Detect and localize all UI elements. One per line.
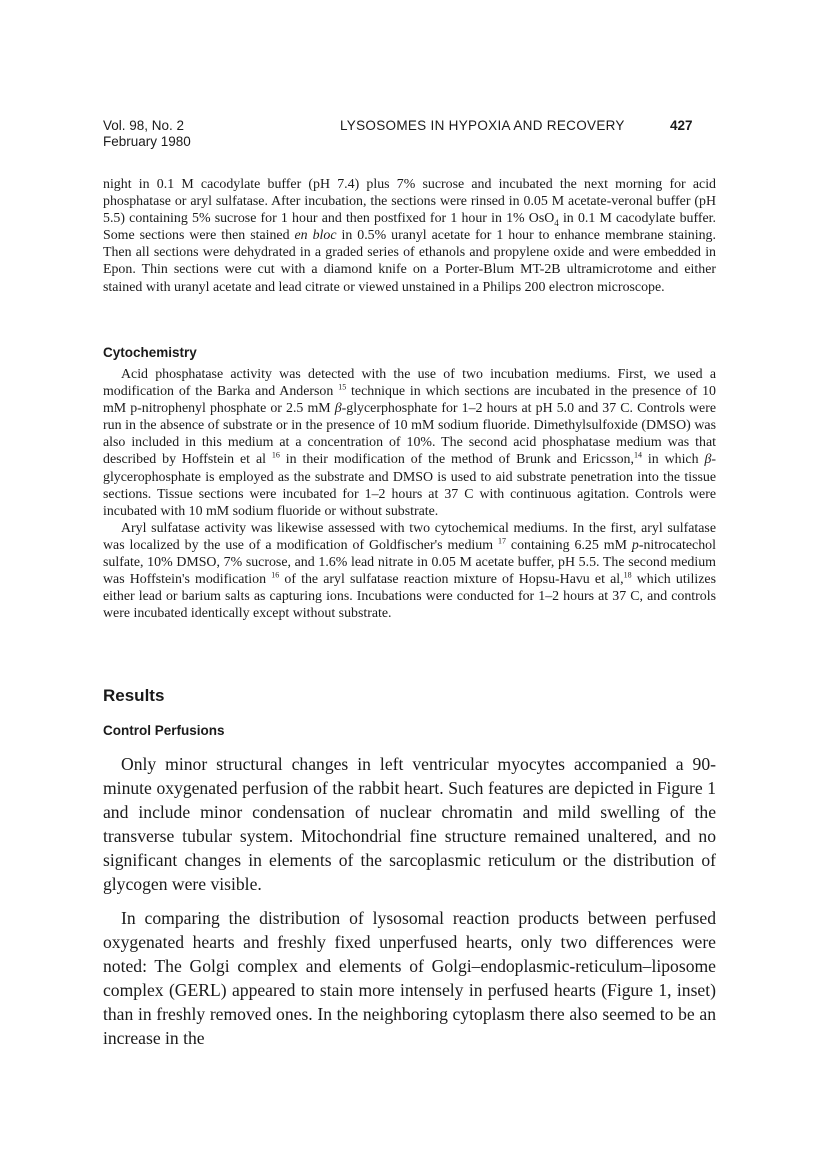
section-heading-results: Results bbox=[103, 686, 165, 705]
journal-volume: Vol. 98, No. 2 bbox=[103, 118, 185, 133]
journal-date: February 1980 bbox=[103, 134, 191, 149]
methods-continued-paragraph bbox=[103, 176, 716, 296]
running-header-left bbox=[103, 118, 191, 150]
running-title: LYSOSOMES IN HYPOXIA AND RECOVERY bbox=[340, 118, 625, 133]
cytochemistry-paragraph-1: Acid phosphatase activity was detected with the use of two incubation mediums. First, we used a modification of the Barka and Anderson $^{15}$ technique in which sections are incubated in the presence of 10 mM p-nitrophenyl phosphate or 2.5 mM β-glycerphosphate for 1–2 hours at pH 5.0 and 37 C. Controls were run in the absence of substrate or in the presence of 10 mM sodium fluoride. Dimethylsulfoxide (DMSO) was also included in this medium at a concentration of 10%. The second acid phosphatase medium was that described by Hoffstein et al $^{16}$ in their modification of the method of Brunk and Ericsson,$^{14}$ in which β-glycerophosphate is employed as the substrate and DMSO is used to aid substrate penetration into the tissue sections. Tissue sections were incubated for 1–2 hours at 37 C with continuous agitation. Controls were incubated with 10 mM sodium fluoride or without substrate. bbox=[103, 367, 717, 519]
page-number: 427 bbox=[670, 118, 693, 133]
results-body bbox=[103, 752, 716, 1050]
results-paragraph-1: Only minor structural changes in left ventricular myocytes accompanied a 90-minute oxygenated perfusion of the rabbit heart. Such features are depicted in Figure 1 and include minor condensation of nuclear chromatin and mild swelling of the transverse tubular system. Mitochondrial fine structure remained unaltered, and no significant changes in elements of the sarcoplasmic reticulum or the distribution of glycogen were visible. bbox=[103, 754, 716, 894]
results-paragraph-2: In comparing the distribution of lysosomal reaction products between perfused oxygenated hearts and freshly fixed unperfused hearts, only two differences were noted: The Golgi complex and elements of Golgi–endoplasmic-reticulum–liposome complex (GERL) appeared to stain more intensely in perfused hearts (Figure 1, inset) than in freshly removed ones. In the neighboring cytoplasm there also seemed to be an increase in the bbox=[103, 908, 716, 1048]
subheading-control-perfusions: Control Perfusions bbox=[103, 723, 225, 738]
cytochemistry-paragraph-2: Aryl sulfatase activity was likewise assessed with two cytochemical mediums. In the first, aryl sulfatase was localized by the use of a modification of Goldfischer's medium $^{17}$ containing 6.25 mM p-nitrocatechol sulfate, 10% DMSO, 7% sucrose, and 1.6% lead nitrate in 0.05 M acetate buffer, pH 5.5. The second medium was Hoffstein's modification $^{16}$ of the aryl sulfatase reaction mixture of Hopsu-Havu et al,$^{18}$ which utilizes either lead or barium salts as capturing ions. Incubations were conducted for 1–2 hours at 37 C, and controls were incubated identically except without substrate. bbox=[103, 520, 717, 622]
cytochemistry-body bbox=[103, 366, 716, 622]
methods-text: night in 0.1 M cacodylate buffer (pH 7.4) plus 7% sucrose and incubated the next morning for acid phosphatase or aryl sulfatase. After incubation, the sections were rinsed in 0.05 M acetate-veronal buffer (pH 5.5) containing 5% sucrose for 1 hour and then postfixed for 1 hour in 1% OsO$_4$ in 0.1 M cacodylate buffer. Some sections were then stained en bloc in 0.5% uranyl acetate for 1 hour to enhance membrane staining. Then all sections were dehydrated in a graded series of ethanols and propylene oxide and were embedded in Epon. Thin sections were cut with a diamond knife on a Porter-Blum MT-2B ultramicrotome and either stained with uranyl acetate and lead citrate or viewed unstained in a Philips 200 electron microscope. bbox=[103, 177, 716, 295]
section-heading-cytochemistry: Cytochemistry bbox=[103, 345, 197, 360]
